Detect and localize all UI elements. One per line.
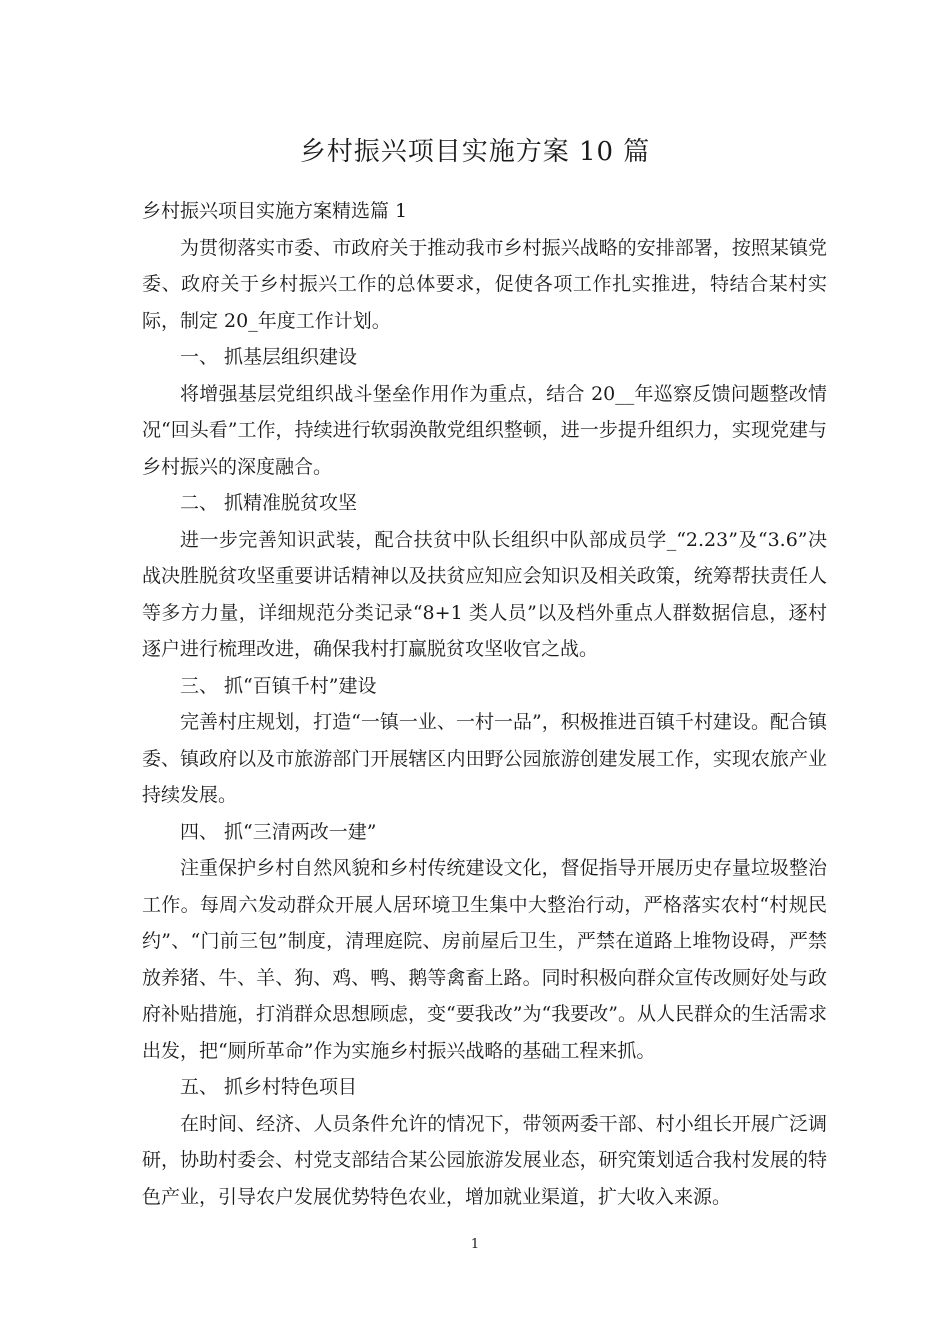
paragraph-village-construction: 完善村庄规划，打造“一镇一业、一村一品”，积极推进百镇千村建设。配合镇委、镇政府以及市旅游部门开展辖区内田野公园旅游创建发展工作，实现农旅产业持续发展。 xyxy=(142,711,827,806)
paragraph-environment: 注重保护乡村自然风貌和乡村传统建设文化，督促指导开展历史存量垃圾整治工作。每周六发动群众开展人居环境卫生集中大整治行动，严格落实农村“村规民约”、“门前三包”制度，清理庭院、房前屋后卫生，严禁在道路上堆物设碍，严禁放养猪、牛、羊、狗、鸡、鸭、鹅等禽畜上路。同时积极向群众宣传改厕好处与政府补贴措施，打消群众思想顾虑，变“要我改”为“我要改”。从人民群众的生活需求出发，把“厕所革命”作为实施乡村振兴战略的基础工程来抓。 xyxy=(142,857,827,1062)
section-heading-5: 五、 抓乡村特色项目 xyxy=(180,1076,358,1098)
section-heading-4: 四、 抓“三清两改一建” xyxy=(180,820,377,843)
section-heading-3: 三、 抓“百镇千村”建设 xyxy=(180,674,377,697)
intro-paragraph: 为贯彻落实市委、市政府关于推动我市乡村振兴战略的安排部署，按照某镇党委、政府关于乡村振兴工作的总体要求，促使各项工作扎实推进，特结合某村实际，制定 20_年度工作计划。 xyxy=(142,236,827,332)
section-heading-1: 一、 抓基层组织建设 xyxy=(180,346,358,368)
paragraph-special-projects: 在时间、经济、人员条件允许的情况下，带领两委干部、村小组长开展广泛调研，协助村委会、村党支部结合某公园旅游发展业态，研究策划适合我村发展的特色产业，引导农户发展优势特色农业，增加就业渠道，扩大收入来源。 xyxy=(142,1112,827,1208)
document-title: 乡村振兴项目实施方案 10 篇 xyxy=(299,137,651,167)
section-subtitle: 乡村振兴项目实施方案精选篇 1 xyxy=(142,200,408,222)
page-number: 1 xyxy=(470,1237,480,1252)
section-heading-2: 二、 抓精准脱贫攻坚 xyxy=(180,492,358,514)
document-body xyxy=(142,193,827,1215)
paragraph-poverty: 进一步完善知识武装，配合扶贫中队长组织中队部成员学_“2.23”及“3.6”决战决胜脱贫攻坚重要讲话精神以及扶贫应知应会知识及相关政策，统筹帮扶责任人等多方力量，详细规范分类记录“8+1 类人员”以及档外重点人群数据信息，逐村逐户进行梳理改进，确保我村打赢脱贫攻坚收官之战。 xyxy=(142,528,827,660)
paragraph-organization: 将增强基层党组织战斗堡垒作用作为重点，结合 20__年巡察反馈问题整改情况“回头看”工作，持续进行软弱涣散党组织整顿，进一步提升组织力，实现党建与乡村振兴的深度融合。 xyxy=(142,382,827,478)
